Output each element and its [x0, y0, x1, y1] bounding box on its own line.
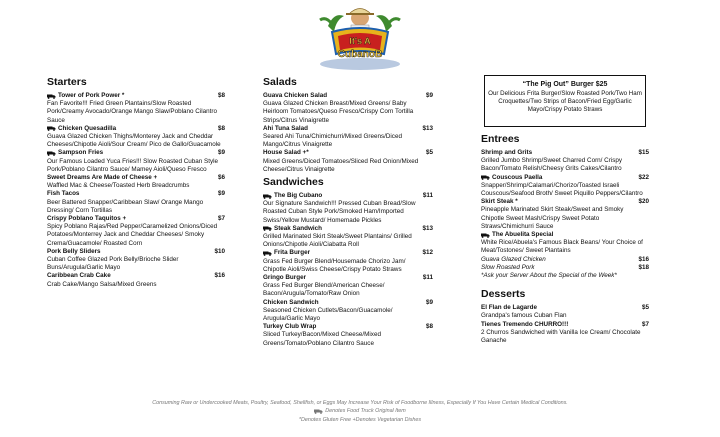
pig-out-title: “The Pig Out” Burger $25: [522, 81, 608, 88]
menu-item-price: $11: [422, 274, 433, 282]
menu-item-description: Our Famous Loaded Yuca Fries!!! Slow Roasted Cuban Style Pork/Poblano Cilantro Sauce/ Mamey Aioli/Queso Fresco: [47, 157, 219, 173]
menu-item: [481, 304, 649, 320]
menu-item-name-text: Turkey Club Wrap: [263, 323, 317, 331]
menu-item-name-text: Steak Sandwich: [274, 224, 322, 232]
menu-item-price: $10: [214, 247, 225, 255]
menu-item-description: Snapper/Shrimp/Calamari/Chorizo/Toasted Israeli Couscous/Seafood Broth/ Sweet Piquillo Peppers/Cilantro: [481, 181, 643, 198]
menu-item-price: $12: [422, 249, 433, 257]
food-truck-icon: [47, 94, 56, 99]
menu-item-price: $20: [638, 198, 649, 206]
menu-item-description: Guava Glazed Chicken Breast/Mixed Greens/ Baby Heirloom Tomatoes/Queso Fresco/Crispy Corn Tortilla Strips/Citrus Vinaigrette: [263, 100, 414, 124]
food-truck-icon: [481, 233, 490, 238]
menu-item: [263, 323, 433, 348]
menu-item-name: [263, 249, 433, 257]
menu-item-name: [47, 272, 225, 280]
menu-item-price: $7: [641, 320, 649, 328]
entree-option-0: [481, 256, 649, 264]
entree-option-price: $16: [638, 255, 649, 263]
menu-item-description: Pineapple Marinated Skirt Steak/Sweet and Smoky Chipotle Sweet Mash/Crispy Sweet Potato Straws/Chimichurri Sauce: [481, 206, 624, 230]
menu-item: [47, 149, 225, 174]
menu-item-price: $15: [638, 149, 649, 156]
menu-item: [263, 299, 433, 324]
menu-item-price: $9: [425, 298, 433, 306]
menu-item-price: $16: [214, 272, 225, 280]
menu-item-price: $8: [217, 92, 225, 99]
menu-item-name: [263, 92, 433, 100]
menu-item-price: $9: [217, 149, 225, 157]
menu-item-name-text: Crispy Poblano Taquitos +: [47, 215, 127, 223]
sandwiches-list: [263, 192, 433, 348]
menu-item-name: [47, 125, 225, 133]
menu-item: [47, 190, 225, 215]
truck-legend-text: Denotes Food Truck Original Item: [325, 408, 406, 414]
entrees-heading: Entrees: [481, 133, 520, 145]
menu-item-name-text: Tienes Tremendo CHURRO!!!: [481, 320, 569, 328]
menu-item: [47, 248, 225, 273]
menu-item-name: [47, 149, 225, 157]
salads-list: [263, 92, 433, 174]
salads-heading: Salads: [263, 76, 297, 88]
menu-item: [47, 174, 225, 190]
menu-item-name-text: Guava Chicken Salad: [263, 92, 328, 99]
menu-item: [481, 149, 649, 174]
menu-item-description: 2 Churros Sandwiched with Vanilla Ice Cream/ Chocolate Ganache: [481, 328, 641, 345]
menu-item-price: $11: [422, 192, 433, 200]
menu-item-name: [481, 304, 649, 312]
menu-item-name: [263, 274, 433, 282]
menu-item-name: [47, 215, 225, 223]
menu-item-price: $9: [425, 92, 433, 99]
entree-option-1: [481, 264, 649, 272]
food-truck-icon: [263, 194, 272, 199]
entrees-desserts-column: [481, 133, 649, 345]
menu-item-description: Grilled Jumbo Shrimp/Sweet Charred Corn/ Crispy Bacon/Tomato Relish/Cheesy Grits Cakes/Cilantro: [481, 157, 623, 173]
menu-item-description: Grilled Marinated Skirt Steak/Sweet Plantains/ Grilled Onions/Chipotle Aioli/Ciabatta Roll: [263, 233, 412, 249]
menu-item-description: Fan Favorite!!! Fried Green Plantains/Slow Roasted Pork/Creamy Avocado/Orange Mango Slaw/Poblano Cilantro Sauce: [47, 100, 217, 124]
menu-item-name-text: Pork Belly Sliders: [47, 247, 101, 255]
food-truck-icon: [481, 175, 490, 180]
menu-item-name-text: Caribbean Crab Cake: [47, 272, 111, 280]
menu-item-name-text: Tower of Pork Power *: [58, 92, 125, 99]
menu-item-price: $5: [641, 304, 649, 312]
menu-item-name: [47, 248, 225, 256]
menu-item-name-text: Chicken Sandwich: [263, 298, 319, 306]
menu-item-description: Crab Cake/Mango Salsa/Mixed Greens: [47, 280, 157, 288]
special-of-week-note: *Ask your Server About the Special of the Week*: [481, 272, 617, 280]
menu-item-name-text: The Abuelita Special: [492, 231, 554, 239]
menu-item: [263, 274, 433, 299]
menu-item-name: [481, 231, 649, 239]
menu-item-price: $22: [638, 173, 649, 181]
menu-item-description: Guava Glazed Chicken Thighs/Monterey Jack and Cheddar Cheeses/Chipotle Aioli/Sour Cream/ Pico de Gallo/Guacamole: [47, 133, 221, 149]
menu-item-description: Beer Battered Snapper/Caribbean Slaw/ Orange Mango Dressing/ Corn Tortillas: [47, 198, 204, 214]
menu-item-name: [263, 125, 433, 133]
entree-option-label: Guava Glazed Chicken: [481, 255, 546, 263]
menu-item-name-text: El Flan de Lagarde: [481, 304, 537, 312]
menu-item-description: Seared Ahi Tuna/Chimichurri/Mixed Greens/Diced Mango/Citrus Vinaigrette: [263, 133, 402, 149]
menu-item-name: [263, 323, 433, 331]
desserts-heading: Desserts: [481, 288, 526, 301]
menu-item-name: [481, 198, 649, 206]
menu-item-description: Waffled Mac & Cheese/Toasted Herb Breadcrumbs: [47, 182, 190, 190]
menu-item-name-text: Fish Tacos: [47, 190, 80, 198]
menu-item: [263, 249, 433, 274]
entree-option-price: $18: [638, 263, 649, 271]
menu-item-name-text: Chicken Quesadilla: [58, 124, 117, 132]
menu-item-description: Grandpa's famous Cuban Flan: [481, 312, 567, 320]
food-truck-icon: [263, 226, 272, 231]
menu-item-price: $9: [217, 190, 225, 198]
menu-item-name: [47, 92, 225, 100]
pig-out-description: Our Delicious Frita Burger/Slow Roasted Pork/Two Ham Croquettes/Two Strips of Bacon/Fried Egg/Garlic Mayo/Crispy Potato Straws: [488, 90, 642, 114]
menu-item-name: [481, 321, 649, 329]
entrees-list: [481, 149, 649, 256]
food-truck-icon: [47, 126, 56, 131]
menu-item-description: Spicy Poblano Rajas/Red Pepper/Caramelized Onions/Diced Potatoes/Monterrey Jack and Cheddar Cheeses/ Smoky Crema/Guacamole/ Roasted Corn: [47, 223, 218, 247]
restaurant-logo: [318, 2, 402, 72]
menu-item-name: [263, 225, 433, 233]
menu-item-price: $13: [422, 124, 433, 132]
food-truck-icon: [314, 409, 323, 414]
menu-item-name: [263, 299, 433, 307]
menu-item: [481, 321, 649, 346]
menu-item-name: [263, 192, 433, 200]
menu-item-description: Seasoned Chicken Cutlets/Bacon/Guacamole/ Arugula/Garlic Mayo: [263, 306, 393, 323]
menu-item-price: $13: [422, 224, 433, 232]
menu-item-description: White Rice/Abuela's Famous Black Beans/ Your Choice of Meat/Tostones/ Sweet Plantains: [481, 239, 643, 255]
menu-item: [481, 174, 649, 199]
menu-item-name: [47, 190, 225, 198]
menu-item: [47, 272, 225, 288]
menu-item-name: [481, 174, 649, 182]
menu-item-name-text: Gringo Burger: [263, 274, 307, 282]
salads-sandwiches-column: [263, 76, 433, 348]
starters-column: [47, 76, 225, 289]
menu-item: [481, 231, 649, 256]
entree-option-label: Slow Roasted Pork: [481, 263, 535, 271]
menu-item: [263, 125, 433, 150]
menu-item-name-text: Frita Burger: [274, 249, 311, 257]
menu-item-price: $7: [217, 215, 225, 223]
sandwiches-heading: Sandwiches: [263, 176, 324, 189]
menu-item: [263, 92, 433, 125]
menu-item-name-text: House Salad +*: [263, 149, 309, 157]
menu-item-name-text: Sampson Fries: [58, 149, 104, 157]
menu-item-name: [263, 149, 433, 157]
menu-item-description: Cuban Coffee Glazed Pork Belly/Brioche Slider Buns/Arugula/Garlic Mayo: [47, 256, 179, 272]
food-truck-icon: [263, 251, 272, 256]
menu-item-description: Our Signature Sandwich!!! Pressed Cuban Bread/Slow Roasted Cuban Style Pork/Smoked Ham/Imported Swiss/Yellow Mustard/ Homemade Pickles: [263, 200, 416, 224]
footer-truck-legend: [0, 408, 720, 416]
menu-item-name-text: Sweet Dreams Are Made of Cheese +: [47, 174, 158, 182]
menu-item-name: [481, 149, 649, 157]
pig-out-feature-box: [484, 75, 646, 127]
footer-warning: Consuming Raw or Undercooked Meats, Poultry, Seafood, Shellfish, or Eggs May Increase Your Risk of Foodborne Illness, Especially If You Have Certain Medical Conditions.: [152, 400, 568, 406]
menu-item: [47, 92, 225, 125]
starters-list: [47, 92, 225, 289]
menu-item: [47, 215, 225, 248]
menu-item-name-text: Shrimp and Grits: [481, 149, 533, 156]
footer-diet-legend: *Denotes Gluten Free +Denotes Vegetarian Dishes: [298, 417, 422, 423]
menu-item-name: [47, 174, 225, 182]
menu-item-price: $8: [425, 323, 433, 331]
menu-item: [263, 225, 433, 250]
starters-heading: Starters: [47, 76, 87, 88]
svg-text:CubanoB: CubanoB: [337, 49, 383, 60]
menu-item-price: $6: [217, 174, 225, 182]
menu-item-name-text: Ahi Tuna Salad: [263, 124, 309, 132]
menu-item-description: Mixed Greens/Diced Tomatoes/Sliced Red Onion/Mixed Cheese/Citrus Vinaigrette: [263, 157, 419, 173]
menu-item: [263, 149, 433, 174]
menu-item-description: Grass Fed Burger Blend/Housemade Chorizo Jam/ Chipotle Aioli/Swiss Cheese/Crispy Potato Straws: [263, 257, 406, 273]
menu-item: [481, 198, 649, 231]
menu-item: [47, 125, 225, 150]
menu-item-name-text: Skirt Steak *: [481, 198, 518, 206]
svg-text:It's A: It's A: [349, 36, 371, 46]
desserts-list: [481, 304, 649, 345]
food-truck-icon: [47, 151, 56, 156]
menu-item: [263, 192, 433, 225]
menu-item-price: $8: [217, 124, 225, 132]
menu-item-price: $5: [425, 149, 433, 157]
menu-item-name-text: The Big Cubano: [274, 192, 323, 200]
menu-item-name-text: Couscous Paella: [492, 173, 543, 181]
menu-item-description: Grass Fed Burger Blend/American Cheese/ Bacon/Arugula/Tomato/Raw Onion: [263, 282, 385, 298]
menu-item-description: Sliced Turkey/Bacon/Mixed Cheese/Mixed Greens/Tomato/Poblano Cilantro Sauce: [263, 331, 381, 347]
